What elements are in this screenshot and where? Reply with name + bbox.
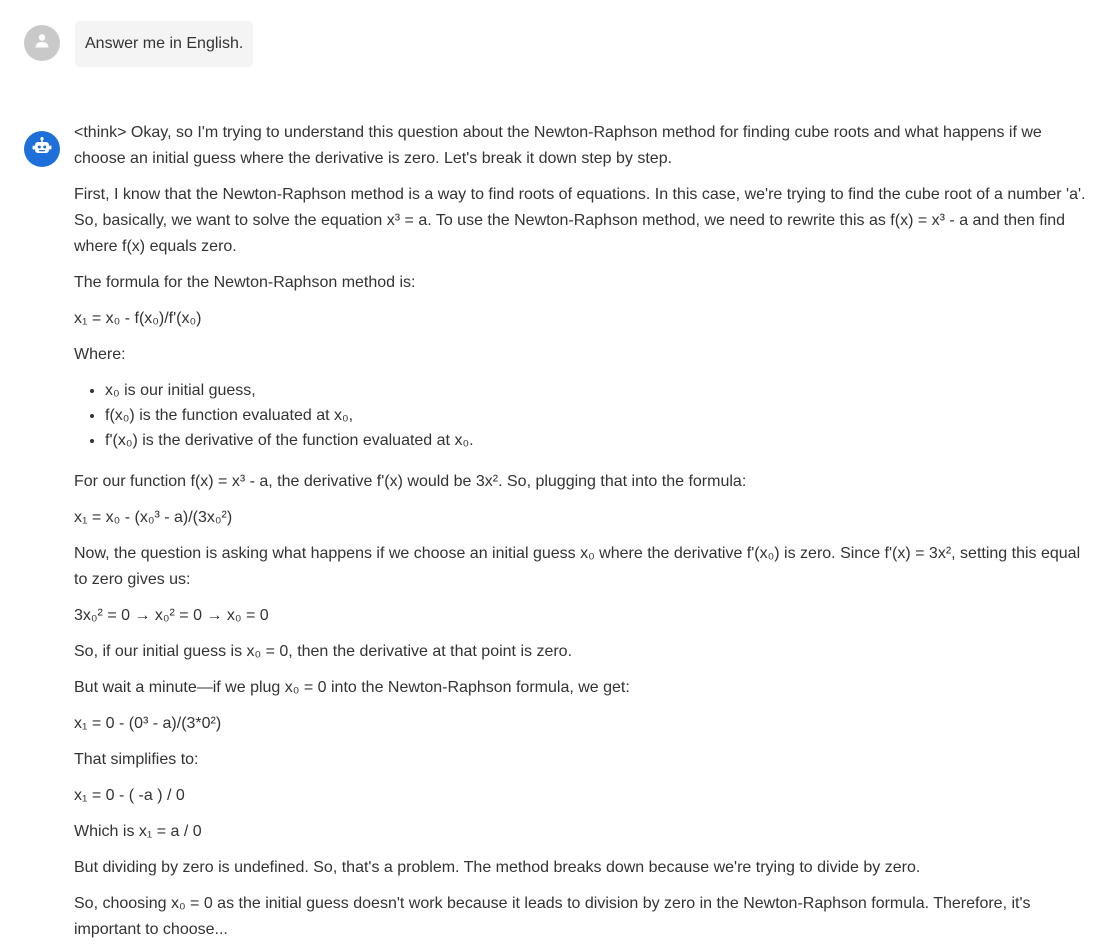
message-paragraph: Now, the question is asking what happens if we choose an initial guess x₀ where the derivative f'(x₀) is zero. Since f'(x) = 3x², setting this equal to zero gives us: — [74, 545, 1081, 588]
message-paragraph: So, if our initial guess is x₀ = 0, then the derivative at that point is zero. — [74, 643, 573, 660]
message-paragraph: For our function f(x) = x³ - a, the derivative f'(x) would be 3x². So, plugging that into the formula: — [74, 473, 747, 490]
message-paragraph: So, choosing x₀ = 0 as the initial guess doesn't work because it leads to division by zero in the Newton-Raphson formula. Therefore, it's important to choose... — [74, 895, 1031, 938]
assistant-avatar — [24, 131, 60, 167]
definitions-list — [74, 378, 1094, 453]
user-icon — [33, 32, 51, 55]
message-paragraph: That simplifies to: — [74, 751, 199, 768]
user-message-row — [24, 21, 253, 67]
formula-line: x₁ = 0 - ( -a ) / 0 — [74, 787, 185, 804]
message-paragraph: But wait a minute—if we plug x₀ = 0 into the Newton-Raphson formula, we get: — [74, 679, 630, 696]
formula-line: x₁ = 0 - (0³ - a)/(3*0²) — [74, 715, 222, 732]
list-item: • f'(x₀) is the derivative of the function evaluated at x₀. — [105, 428, 1094, 453]
message-paragraph: <think> Okay, so I'm trying to understand this question about the Newton-Raphson method for finding cube roots and what happens if we choose an initial guess where the derivative is zero. Let's break it down step by step. — [74, 124, 1042, 167]
formula-line: x₁ = x₀ - (x₀³ - a)/(3x₀²) — [74, 509, 233, 526]
formula-line: 3x₀² = 0 → x₀² = 0 → x₀ = 0 — [74, 607, 269, 624]
user-message-text: Answer me in English. — [75, 21, 253, 67]
list-item: • f(x₀) is the function evaluated at x₀, — [105, 403, 1094, 428]
assistant-message-content — [74, 120, 1094, 952]
list-item: • x₀ is our initial guess, — [105, 378, 1094, 403]
message-paragraph: But dividing by zero is undefined. So, that's a problem. The method breaks down because we're trying to divide by zero. — [74, 859, 921, 876]
user-avatar — [24, 25, 60, 61]
formula-line: x₁ = x₀ - f(x₀)/f'(x₀) — [74, 310, 202, 327]
message-paragraph: First, I know that the Newton-Raphson method is a way to find roots of equations. In this case, we're trying to find the cube root of a number 'a'. So, basically, we want to solve the equation x³ = a. To use the Newton-Raphson method, we need to rewrite this as f(x) = x³ - a and then find where f(x) equals zero. — [74, 186, 1086, 255]
robot-icon — [31, 136, 53, 163]
message-paragraph: Where: — [74, 346, 126, 363]
message-paragraph: The formula for the Newton-Raphson method is: — [74, 274, 416, 291]
message-paragraph: Which is x₁ = a / 0 — [74, 823, 202, 840]
